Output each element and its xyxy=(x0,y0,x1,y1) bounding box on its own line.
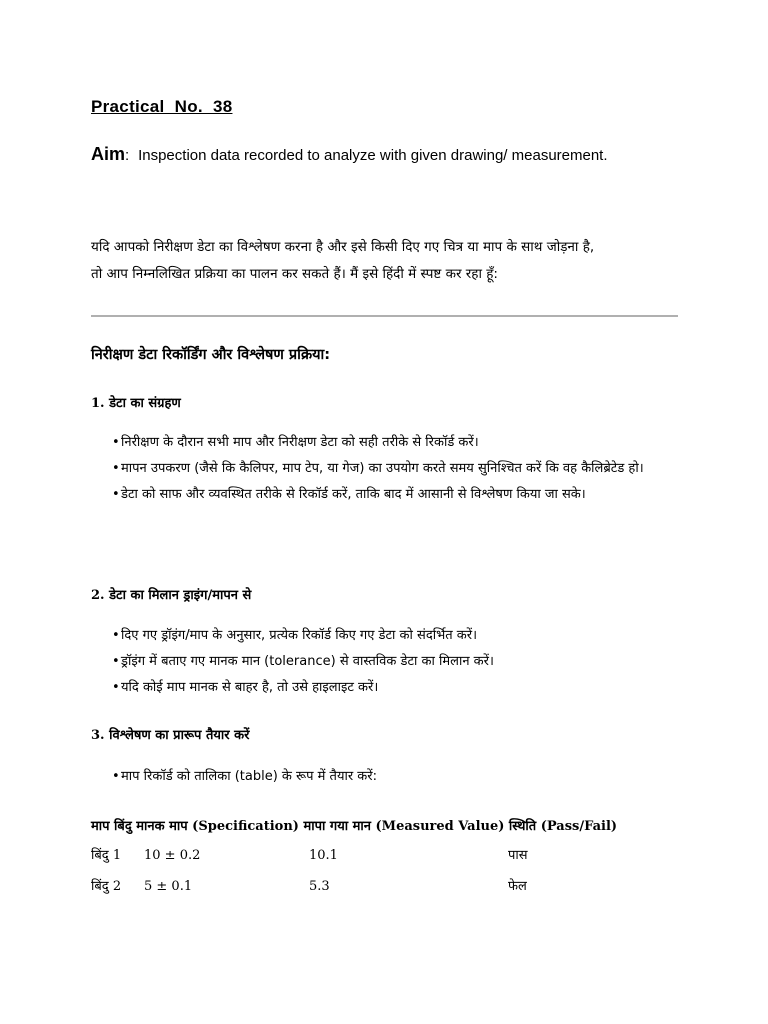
step-bullet-list xyxy=(91,764,691,790)
step-heading: 1. डेटा का संग्रहण xyxy=(91,396,181,411)
measurement-table xyxy=(91,814,691,902)
list-item: • दिए गए ड्रॉइंग/माप के अनुसार, प्रत्येक रिकॉर्ड किए गए डेटा को संदर्भित करें। xyxy=(91,623,691,649)
list-item: • निरीक्षण के दौरान सभी माप और निरीक्षण डेटा को सही तरीके से रिकॉर्ड करें। xyxy=(91,430,691,456)
cell-specification: 10 ± 0.2 xyxy=(144,848,201,863)
list-item: • यदि कोई माप मानक से बाहर है, तो उसे हाइलाइट करें। xyxy=(91,675,691,701)
table-row xyxy=(91,871,691,902)
aim-separator: : xyxy=(125,147,130,164)
list-item: • डेटा को साफ और व्यवस्थित तरीके से रिकॉर्ड करें, ताकि बाद में आसानी से विश्लेषण किया जा सके। xyxy=(91,482,691,508)
intro-line: यदि आपको निरीक्षण डेटा का विश्लेषण करना है और इसे किसी दिए गए चित्र या माप के साथ जोड़ना है, xyxy=(91,239,595,255)
aim-label: Aim xyxy=(91,144,126,164)
cell-point: बिंदु 2 xyxy=(91,879,122,894)
cell-measured-value: 5.3 xyxy=(309,879,330,894)
aim-text: Inspection data recorded to analyze with given drawing/ measurement. xyxy=(138,147,608,164)
table-row xyxy=(91,840,691,871)
section-heading: निरीक्षण डेटा रिकॉर्डिंग और विश्लेषण प्रक्रिया: xyxy=(91,347,331,363)
cell-status: पास xyxy=(508,848,528,863)
cell-specification: 5 ± 0.1 xyxy=(144,879,193,894)
practical-title: Practical No. 38 xyxy=(91,97,233,116)
list-item: • माप रिकॉर्ड को तालिका (table) के रूप में तैयार करें: xyxy=(91,764,691,790)
cell-measured-value: 10.1 xyxy=(309,848,338,863)
step-bullet-list xyxy=(91,623,691,701)
list-item: • मापन उपकरण (जैसे कि कैलिपर, माप टेप, या गेज) का उपयोग करते समय सुनिश्चित करें कि वह कैलिब्रेटेड हो। xyxy=(91,456,691,482)
aim-line xyxy=(91,144,608,165)
step-bullet-list xyxy=(91,430,691,508)
step-heading: 2. डेटा का मिलान ड्राइंग/मापन से xyxy=(91,588,252,603)
intro-paragraph xyxy=(91,234,691,288)
step-heading: 3. विश्लेषण का प्रारूप तैयार करें xyxy=(91,728,250,743)
table-header: माप बिंदु मानक माप (Specification) मापा गया मान (Measured Value) स्थिति (Pass/Fail) xyxy=(91,819,618,834)
intro-line: तो आप निम्नलिखित प्रक्रिया का पालन कर सकते हैं। मैं इसे हिंदी में स्पष्ट कर रहा हूँ: xyxy=(91,266,498,282)
horizontal-divider xyxy=(91,315,678,317)
cell-status: फेल xyxy=(508,879,527,894)
cell-point: बिंदु 1 xyxy=(91,848,122,863)
list-item: • ड्रॉइंग में बताए गए मानक मान (tolerance) से वास्तविक डेटा का मिलान करें। xyxy=(91,649,691,675)
